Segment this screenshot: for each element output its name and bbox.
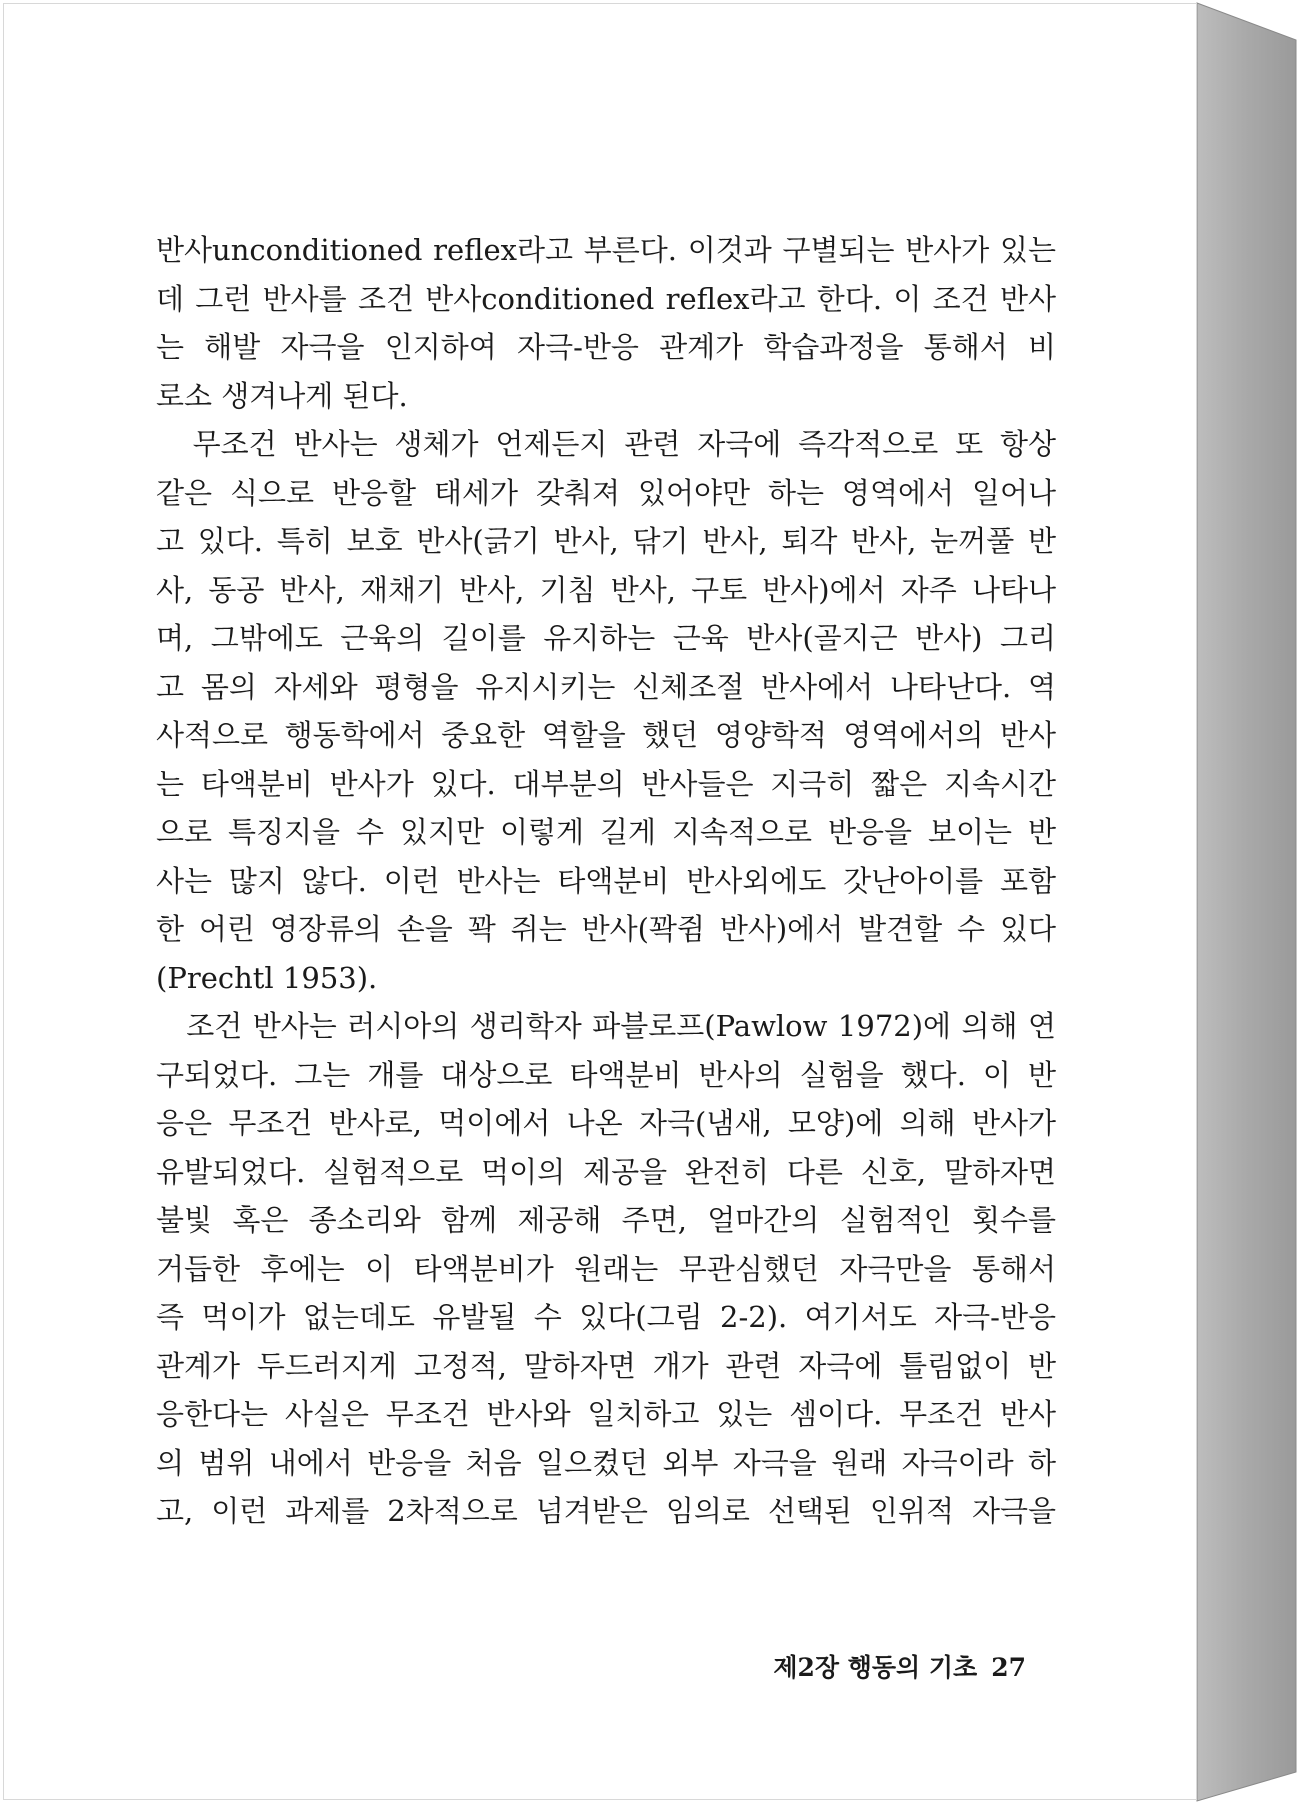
text-line: 응은 무조건 반사로, 먹이에서 나온 자극(냄새, 모양)에 의해 반사가 [156,1106,1056,1140]
text-line: 즉 먹이가 없는데도 유발될 수 있다(그림 2-2). 여기서도 자극-반응 [156,1300,1056,1334]
text-line: 으로 특징지을 수 있지만 이렇게 길게 지속적으로 반응을 보이는 반 [156,815,1056,849]
page-number: 27 [991,1653,1026,1682]
text-line: 며, 그밖에도 근육의 길이를 유지하는 근육 반사(골지근 반사) 그리 [156,621,1056,655]
text-line: 거듭한 후에는 이 타액분비가 원래는 무관심했던 자극만을 통해서 [156,1251,1056,1286]
text-line: 같은 식으로 반응할 태세가 갖춰져 있어야만 하는 영역에서 일어나 [156,475,1056,510]
text-line: 는 해발 자극을 인지하여 자극-반응 관계가 학습과정을 통해서 비 [156,330,1056,364]
text-line: 의 범위 내에서 반응을 처음 일으켰던 외부 자극을 원래 자극이라 하 [156,1445,1056,1480]
text-line: 조건 반사는 러시아의 생리학자 파블로프(Pawlow 1972)에 의해 연 [156,1009,1056,1043]
text-line: 고 몸의 자세와 평형을 유지시키는 신체조절 반사에서 나타난다. 역 [156,669,1056,704]
text-line: 사적으로 행동학에서 중요한 역할을 했던 영양학적 영역에서의 반사 [156,718,1056,752]
text-line: 응한다는 사실은 무조건 반사와 일치하고 있는 셈이다. 무조건 반사 [156,1397,1056,1431]
text-line: 반사unconditioned reflex라고 부른다. 이것과 구별되는 반사가 있는 [156,233,1056,267]
text-line: 관계가 두드러지게 고정적, 말하자면 개가 관련 자극에 틀림없이 반 [156,1348,1056,1383]
text-line: 로소 생겨나게 된다. [156,378,408,413]
body-text [156,226,1056,1536]
text-line: 구되었다. 그는 개를 대상으로 타액분비 반사의 실험을 했다. 이 반 [156,1057,1056,1092]
chapter-title: 제2장 행동의 기초 [773,1653,978,1682]
text-line: 데 그런 반사를 조건 반사conditioned reflex라고 한다. 이 조건 반사 [156,281,1056,316]
text-line: 는 타액분비 반사가 있다. 대부분의 반사들은 지극히 짧은 지속시간 [156,766,1056,801]
text-line: 무조건 반사는 생체가 언제든지 관련 자극에 즉각적으로 또 항상 [156,427,1056,461]
text-line: 사, 동공 반사, 재채기 반사, 기침 반사, 구토 반사)에서 자주 나타나 [156,572,1056,607]
text-line: 사는 많지 않다. 이런 반사는 타액분비 반사외에도 갓난아이를 포함 [156,863,1056,898]
text-line: 유발되었다. 실험적으로 먹이의 제공을 완전히 다른 신호, 말하자면 [156,1154,1056,1189]
text-line: 고 있다. 특히 보호 반사(긁기 반사, 닦기 반사, 퇴각 반사, 눈꺼풀 반 [156,524,1056,558]
text-line: (Prechtl 1953). [156,960,378,995]
text-line: 한 어린 영장류의 손을 꽉 쥐는 반사(꽉쥠 반사)에서 발견할 수 있다 [156,912,1056,946]
page-footer [650,1648,1026,1684]
text-line: 고, 이런 과제를 2차적으로 넘겨받은 임의로 선택된 인위적 자극을 [156,1494,1056,1528]
text-line: 불빛 혹은 종소리와 함께 제공해 주면, 얼마간의 실험적인 횟수를 [156,1203,1056,1237]
